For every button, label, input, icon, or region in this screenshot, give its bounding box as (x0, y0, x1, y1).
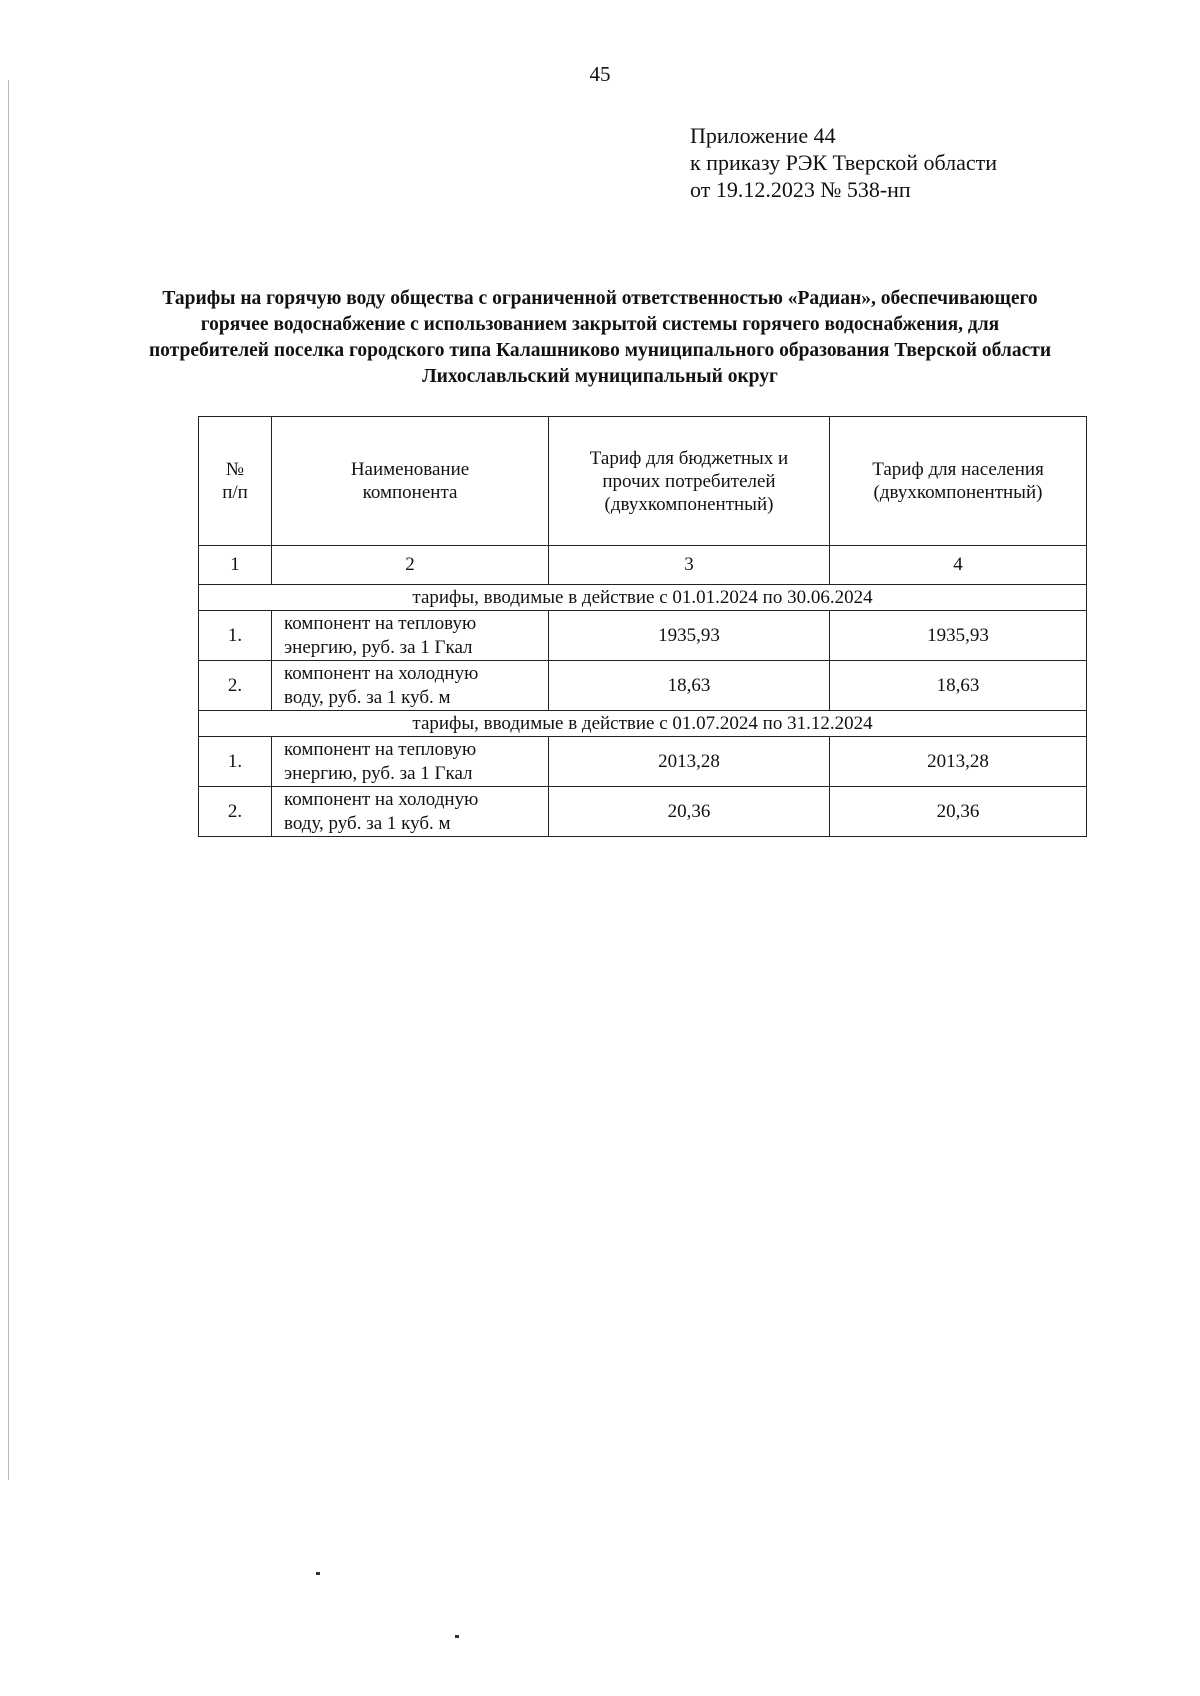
row-number: 1. (199, 611, 272, 661)
component-name: компонент на холодную воду, руб. за 1 куб. м (272, 787, 549, 837)
scan-dot (316, 1572, 320, 1575)
appendix-line: к приказу РЭК Тверской области (690, 150, 998, 175)
title-line: Лихославльский муниципальный округ (422, 366, 778, 387)
period-label: тарифы, вводимые в действие с 01.07.2024 по 31.12.2024 (199, 711, 1087, 737)
table-row (199, 787, 1087, 837)
population-tariff-value: 2013,28 (830, 737, 1087, 787)
component-name: компонент на тепловую энергию, руб. за 1 Гкал (272, 611, 549, 661)
header-population-tariff: Тариф для населения (двухкомпонентный) (830, 417, 1087, 546)
period-row (199, 711, 1087, 737)
header-name: Наименование компонента (272, 417, 549, 546)
title-line: потребителей поселка городского типа Калашниково муниципального образования Тверской области (148, 340, 1052, 361)
table-header-row (199, 417, 1087, 546)
page-number: 45 (589, 62, 611, 86)
budget-tariff-value: 20,36 (549, 787, 830, 837)
budget-tariff-value: 1935,93 (549, 611, 830, 661)
appendix-line: от 19.12.2023 № 538-нп (690, 177, 911, 202)
scan-edge-line (8, 80, 9, 1480)
document-title (100, 286, 1100, 390)
column-number: 2 (272, 546, 549, 585)
appendix-block (690, 122, 997, 203)
period-row (199, 585, 1087, 611)
appendix-line: Приложение 44 (690, 123, 836, 148)
row-number: 2. (199, 787, 272, 837)
component-name: компонент на тепловую энергию, руб. за 1 Гкал (272, 737, 549, 787)
tariff-table (198, 416, 1087, 837)
scan-dot (455, 1635, 459, 1638)
header-num: № п/п (199, 417, 272, 546)
table-row (199, 737, 1087, 787)
title-line: Тарифы на горячую воду общества с ограниченной ответственностью «Радиан», обеспечивающего (162, 288, 1038, 309)
title-line: горячее водоснабжение с использованием закрытой системы горячего водоснабжения, для (200, 314, 1000, 335)
column-number: 1 (199, 546, 272, 585)
period-label: тарифы, вводимые в действие с 01.01.2024 по 30.06.2024 (199, 585, 1087, 611)
table-row (199, 611, 1087, 661)
column-number: 3 (549, 546, 830, 585)
column-number-row (199, 546, 1087, 585)
header-budget-tariff: Тариф для бюджетных и прочих потребителей (двухкомпонентный) (549, 417, 830, 546)
component-name: компонент на холодную воду, руб. за 1 куб. м (272, 661, 549, 711)
table-row (199, 661, 1087, 711)
row-number: 2. (199, 661, 272, 711)
row-number: 1. (199, 737, 272, 787)
column-number: 4 (830, 546, 1087, 585)
budget-tariff-value: 2013,28 (549, 737, 830, 787)
population-tariff-value: 18,63 (830, 661, 1087, 711)
population-tariff-value: 20,36 (830, 787, 1087, 837)
budget-tariff-value: 18,63 (549, 661, 830, 711)
population-tariff-value: 1935,93 (830, 611, 1087, 661)
